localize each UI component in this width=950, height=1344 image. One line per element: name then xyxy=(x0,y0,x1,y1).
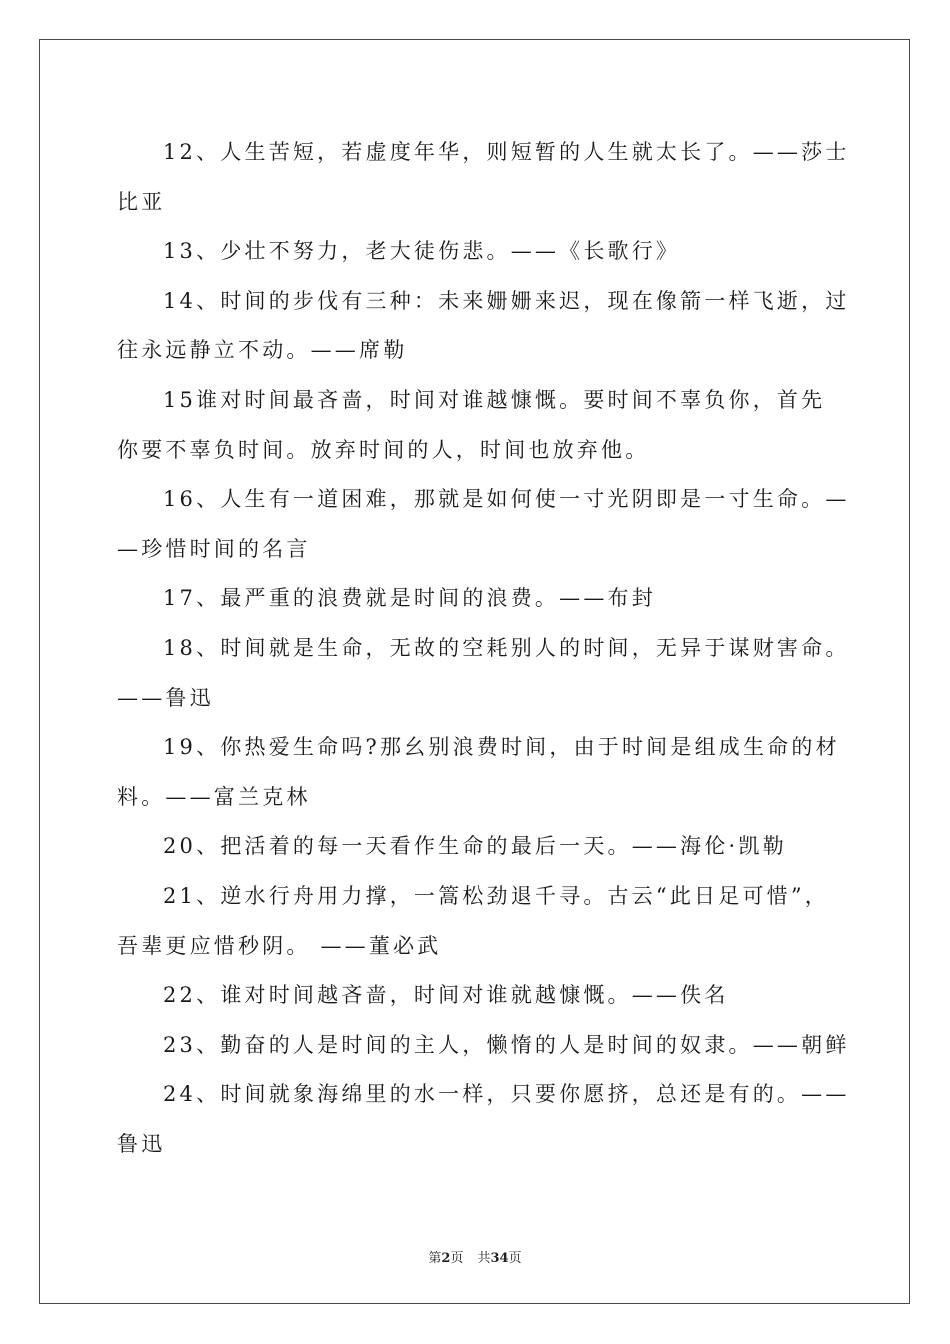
total-page-count: 34 xyxy=(490,1251,509,1266)
quote-line-start: 17、最严重的浪费就是时间的浪费。——布封 xyxy=(163,586,656,611)
quote-line-start: 22、谁对时间越吝啬，时间对谁就越慷慨。——佚名 xyxy=(163,983,729,1008)
current-page-number: 2 xyxy=(441,1251,451,1266)
quote-line-start: 18、时间就是生命，无故的空耗别人的时间，无异于谋财害命。 xyxy=(163,635,850,660)
quote-line-continued: 你要不辜负时间。放弃时间的人，时间也放弃他。 xyxy=(117,437,650,462)
quote-line-continued: 料。——富兰克林 xyxy=(117,784,311,809)
quote-line-start: 16、人生有一道困难，那就是如何使一寸光阴即是一寸生命。— xyxy=(163,487,850,512)
quote-line-continued: —珍惜时间的名言 xyxy=(117,536,311,561)
quote-line-start: 14、时间的步伐有三种：未来姗姗来迟，现在像箭一样飞逝，过 xyxy=(163,288,850,313)
quote-line-continued: 吾辈更应惜秒阴。 ——董必武 xyxy=(117,933,442,958)
quote-line-continued: 比亚 xyxy=(117,189,166,214)
quote-line-start: 12、人生苦短，若虚度年华，则短暂的人生就太长了。——莎士 xyxy=(163,140,850,164)
total-suffix: 页 xyxy=(508,1251,522,1266)
quote-line-start: 15谁对时间最吝啬，时间对谁越慷慨。要时间不辜负你，首先 xyxy=(163,387,826,412)
quote-line-start: 21、逆水行舟用力撑，一篙松劲退千寻。古云“此日足可惜”， xyxy=(163,883,829,908)
quote-line-continued: 鲁迅 xyxy=(117,1131,166,1156)
page-footer xyxy=(0,1247,950,1266)
page-prefix: 第 xyxy=(428,1251,442,1266)
quote-line-start: 19、你热爱生命吗?那幺别浪费时间，由于时间是组成生命的材 xyxy=(163,735,840,760)
total-prefix: 共 xyxy=(477,1251,491,1266)
quote-line-start: 23、勤奋的人是时间的主人，懒惰的人是时间的奴隶。——朝鲜 xyxy=(163,1032,850,1057)
document-body xyxy=(117,128,850,1169)
page-suffix: 页 xyxy=(450,1251,464,1266)
quote-line-start: 20、把活着的每一天看作生命的最后一天。——海伦·凯勒 xyxy=(163,834,787,859)
quote-line-continued: 往永远静立不动。——席勒 xyxy=(117,338,408,363)
quote-line-continued: ——鲁迅 xyxy=(117,685,214,710)
quote-line-start: 13、少壮不努力，老大徒伤悲。——《长歌行》 xyxy=(163,239,681,264)
quote-line-start: 24、时间就象海绵里的水一样，只要你愿挤，总还是有的。—— xyxy=(163,1082,850,1107)
